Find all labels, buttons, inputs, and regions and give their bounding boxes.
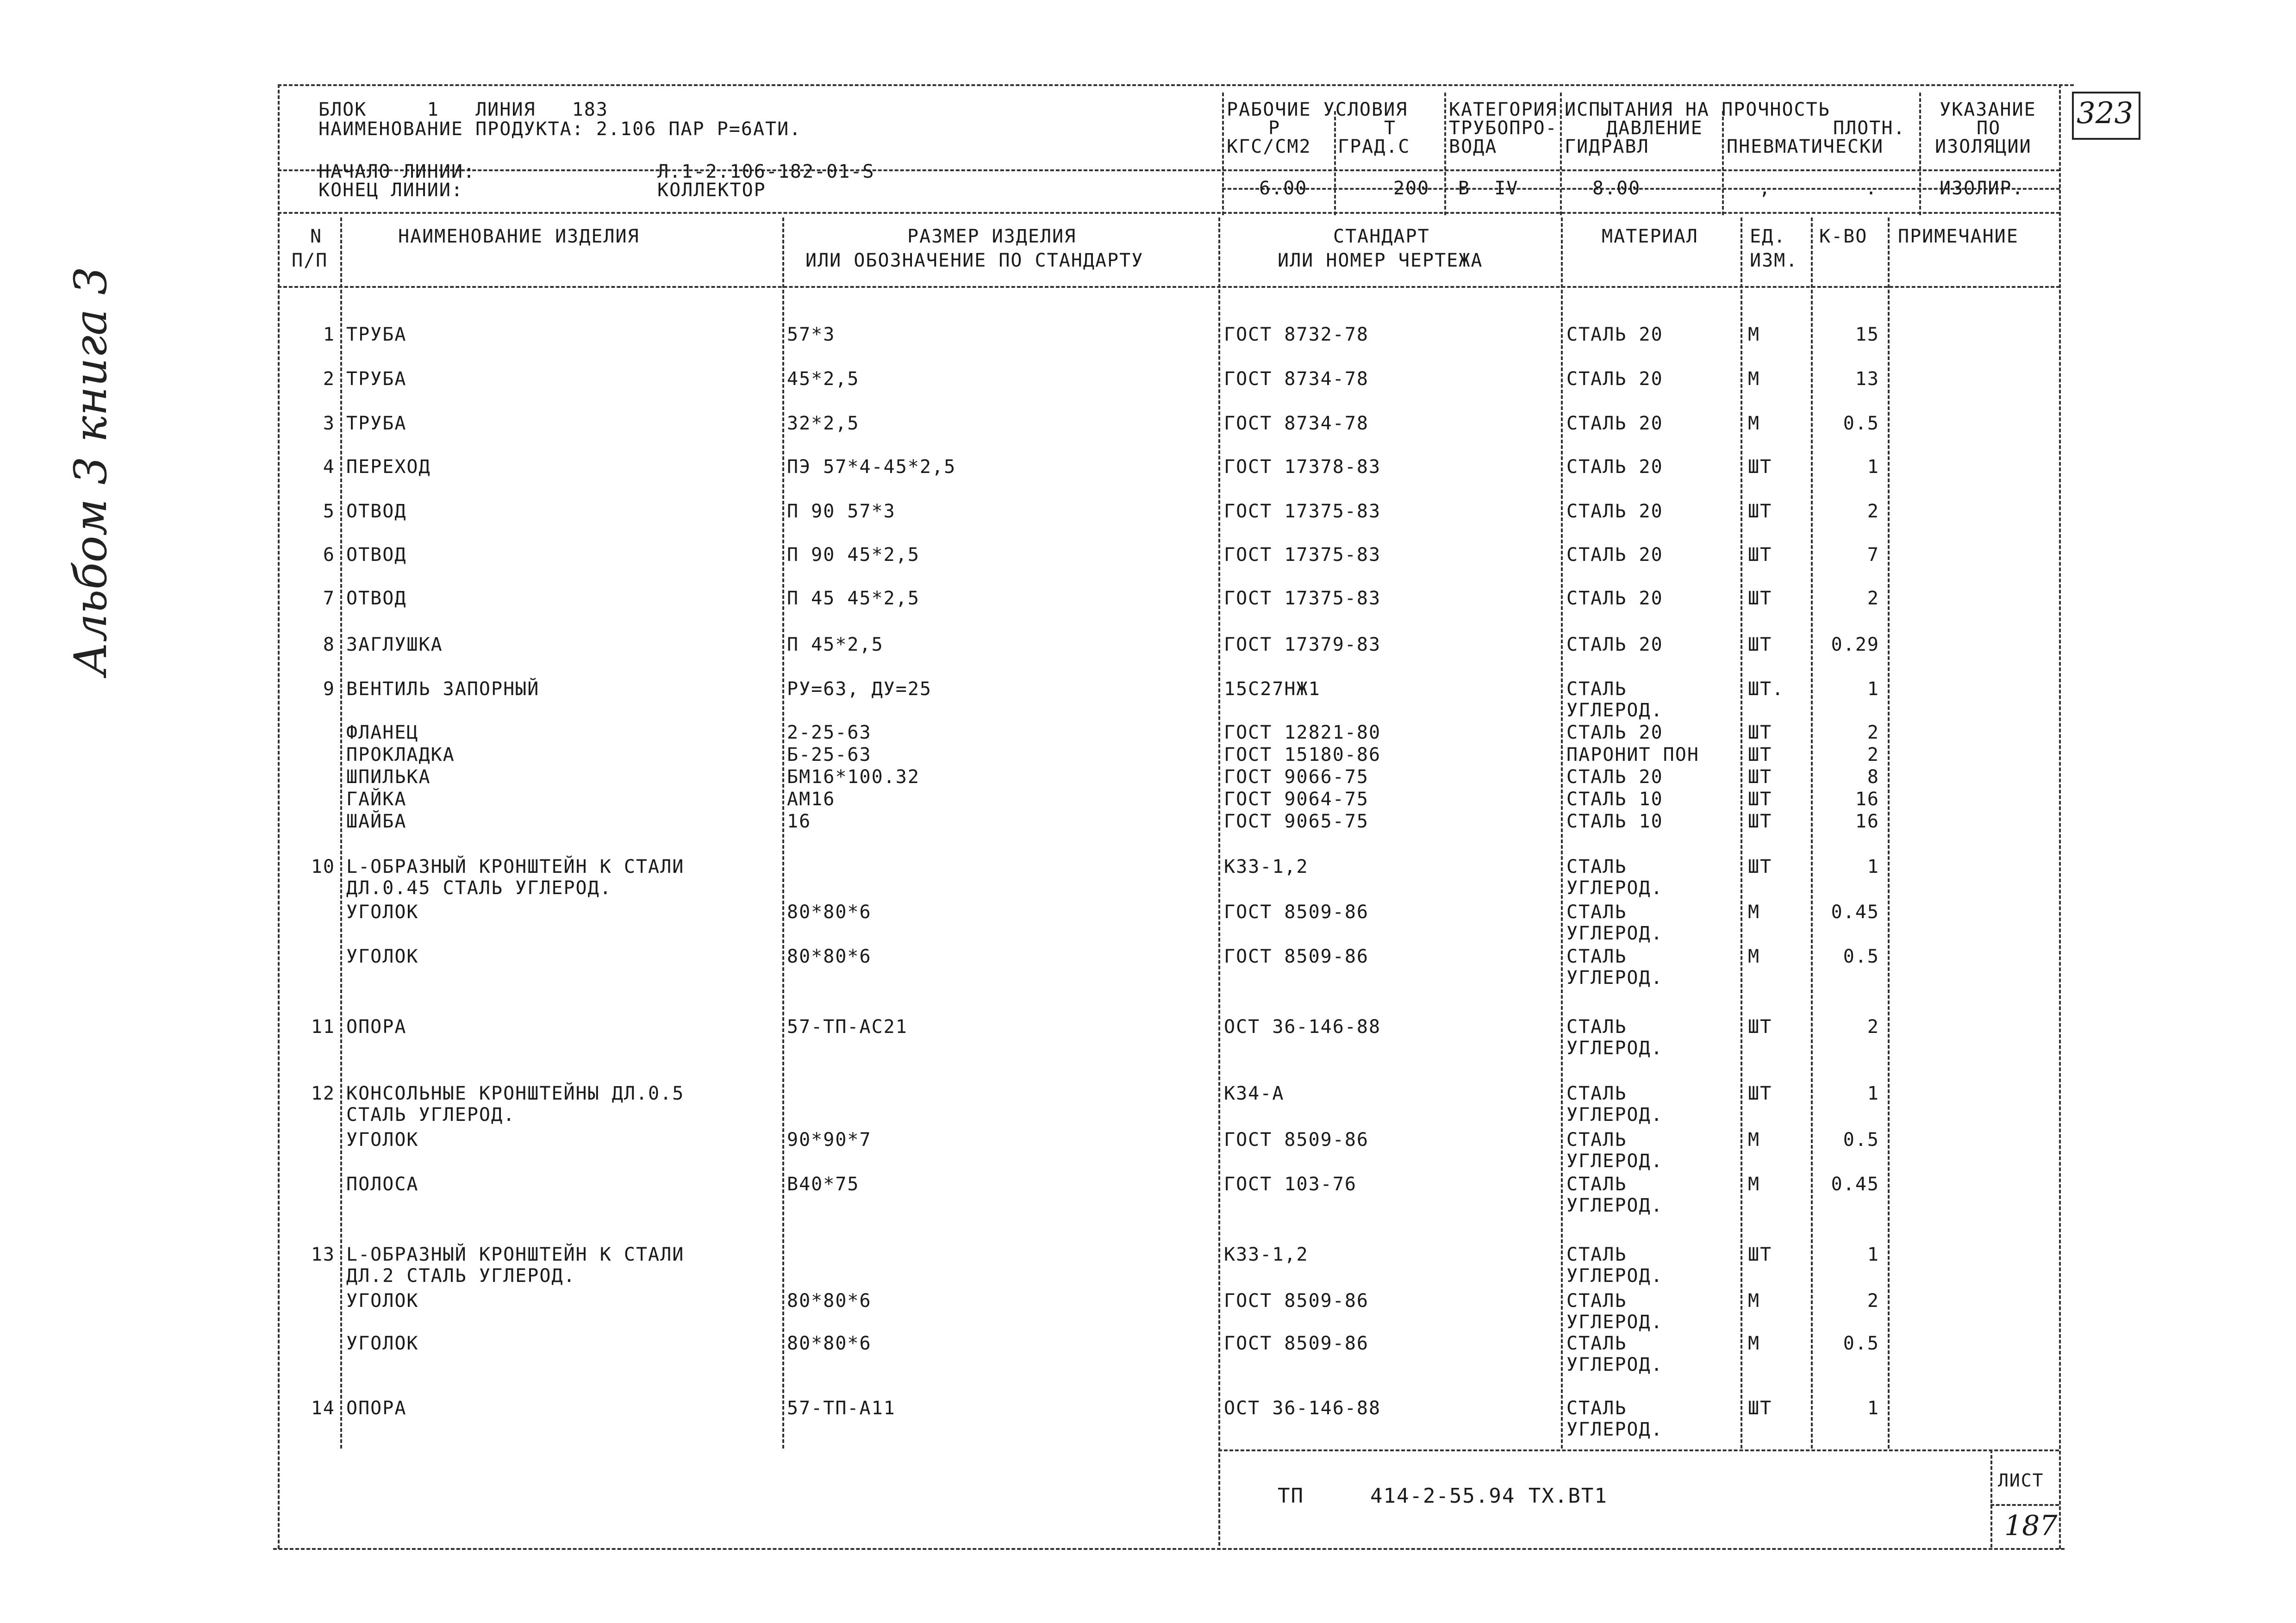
row-qty: 15 <box>1855 324 1879 345</box>
header-end-label: КОНЕЦ ЛИНИИ: <box>318 180 463 201</box>
row-name: УГОЛОК <box>346 1290 419 1312</box>
row-name: ГАЙКА <box>346 789 407 810</box>
row-material: СТАЛЬ <box>1566 1244 1627 1265</box>
footer-sheet-v <box>1990 1449 1992 1548</box>
header-divider-1 <box>278 169 2060 171</box>
row-unit: ШТ <box>1748 1083 1772 1104</box>
row-standard: ГОСТ 17375-83 <box>1224 588 1381 609</box>
row-standard: ГОСТ 9065-75 <box>1224 811 1369 832</box>
row-qty: 2 <box>1867 744 1879 765</box>
row-material-cont: УГЛЕРОД. <box>1566 1038 1663 1059</box>
row-material-cont: УГЛЕРОД. <box>1566 923 1663 944</box>
footer-sheet-h <box>1990 1504 2059 1506</box>
row-name: L-ОБРАЗНЫЙ КРОНШТЕЙН К СТАЛИ <box>346 1244 685 1265</box>
row-standard: ГОСТ 8509-86 <box>1224 902 1369 923</box>
row-unit: ШТ <box>1748 744 1772 765</box>
row-unit: ШТ <box>1748 544 1772 566</box>
row-qty: 0.45 <box>1831 1174 1879 1195</box>
cv-note <box>1888 218 1890 1449</box>
row-number: 9 <box>323 678 335 700</box>
work-conditions: РАБОЧИЕ УСЛОВИЯ <box>1227 99 1408 120</box>
frame-right <box>2059 84 2061 1549</box>
row-qty: 16 <box>1855 789 1879 810</box>
cv-unit <box>1741 218 1742 1449</box>
row-material: СТАЛЬ 20 <box>1566 544 1663 566</box>
row-number: 12 <box>311 1083 335 1104</box>
col-size-l1: РАЗМЕР ИЗДЕЛИЯ <box>907 226 1077 247</box>
row-size: 2-25-63 <box>787 722 872 743</box>
hv-4 <box>1560 93 1562 215</box>
row-name: ВЕНТИЛЬ ЗАПОРНЫЙ <box>346 678 540 700</box>
cv-size <box>782 218 784 1449</box>
footer-tp: ТП <box>1278 1484 1304 1508</box>
row-qty: 0.5 <box>1843 1129 1879 1150</box>
row-name-cont: ДЛ.2 СТАЛЬ УГЛЕРОД. <box>346 1265 576 1287</box>
row-name: УГОЛОК <box>346 1333 419 1354</box>
row-material: СТАЛЬ 20 <box>1566 722 1663 743</box>
header-divider-2 <box>278 212 2060 214</box>
row-number: 1 <box>323 324 335 345</box>
col-qty: К-ВО <box>1819 226 1868 247</box>
row-name-cont: СТАЛЬ УГЛЕРОД. <box>346 1104 516 1126</box>
row-qty: 0.29 <box>1831 634 1879 655</box>
row-size: БМ16*100.32 <box>787 766 920 788</box>
row-material: СТАЛЬ 20 <box>1566 413 1663 434</box>
row-qty: 0.5 <box>1843 1333 1879 1354</box>
row-material: СТАЛЬ 10 <box>1566 811 1663 832</box>
test-l1: ИСПЫТАНИЯ НА ПРОЧНОСТЬ <box>1565 99 1830 120</box>
row-name: ПОЛОСА <box>346 1174 419 1195</box>
row-unit: М <box>1748 413 1760 434</box>
row-material: СТАЛЬ <box>1566 902 1627 923</box>
row-unit: М <box>1748 1129 1760 1150</box>
col-name: НАИМЕНОВАНИЕ ИЗДЕЛИЯ <box>398 226 640 247</box>
row-size: П 90 45*2,5 <box>787 544 920 566</box>
row-name: УГОЛОК <box>346 1129 419 1150</box>
row-size: 80*80*6 <box>787 946 872 967</box>
row-qty: 1 <box>1867 1398 1879 1419</box>
row-qty: 7 <box>1867 544 1879 566</box>
header-start-label: НАЧАЛО ЛИНИИ: <box>318 161 476 182</box>
col-std-l2: ИЛИ НОМЕР ЧЕРТЕЖА <box>1278 250 1483 271</box>
row-name: L-ОБРАЗНЫЙ КРОНШТЕЙН К СТАЛИ <box>346 856 685 877</box>
row-qty: 2 <box>1867 588 1879 609</box>
row-material: СТАЛЬ 20 <box>1566 456 1663 478</box>
t-unit: ГРАД.С <box>1338 136 1410 157</box>
test-hydr: ГИДРАВЛ <box>1565 136 1649 157</box>
row-unit: ШТ. <box>1748 678 1784 700</box>
hv-1 <box>1222 93 1224 215</box>
row-qty: 0.5 <box>1843 413 1879 434</box>
row-material: СТАЛЬ <box>1566 1174 1627 1195</box>
row-number: 10 <box>311 856 335 877</box>
row-material: СТАЛЬ <box>1566 678 1627 700</box>
row-size: П 90 57*3 <box>787 501 896 522</box>
row-material: ПАРОНИТ ПОН <box>1566 744 1699 765</box>
row-material-cont: УГЛЕРОД. <box>1566 877 1663 899</box>
row-name: ЗАГЛУШКА <box>346 634 443 655</box>
row-material: СТАЛЬ 20 <box>1566 766 1663 788</box>
insul-value: ИЗОЛИР. <box>1940 178 2024 199</box>
row-number: 4 <box>323 456 335 478</box>
test-blank2: . <box>1866 178 1878 199</box>
row-name: ШАЙБА <box>346 811 407 832</box>
row-standard: К33-1,2 <box>1224 1244 1309 1265</box>
row-unit: ШТ <box>1748 811 1772 832</box>
footer-code: 414-2-55.94 ТХ.ВТ1 <box>1370 1484 1608 1508</box>
col-num-l1: N <box>310 226 323 247</box>
row-standard: ГОСТ 8734-78 <box>1224 413 1369 434</box>
row-qty: 16 <box>1855 811 1879 832</box>
row-material: СТАЛЬ 20 <box>1566 501 1663 522</box>
category-value: В IV <box>1458 178 1519 199</box>
row-material-cont: УГЛЕРОД. <box>1566 1104 1663 1126</box>
row-name: ОПОРА <box>346 1398 407 1419</box>
row-material: СТАЛЬ 20 <box>1566 588 1663 609</box>
row-standard: ГОСТ 12821-80 <box>1224 722 1381 743</box>
row-unit: М <box>1748 1333 1760 1354</box>
row-name: ФЛАНЕЦ <box>346 722 419 743</box>
frame-bottom <box>273 1548 2065 1550</box>
row-unit: ШТ <box>1748 501 1772 522</box>
row-number: 6 <box>323 544 335 566</box>
row-material-cont: УГЛЕРОД. <box>1566 967 1663 989</box>
col-size-l2: ИЛИ ОБОЗНАЧЕНИЕ ПО СТАНДАРТУ <box>805 250 1144 271</box>
cv-qty <box>1811 218 1813 1449</box>
row-size: РУ=63, ДУ=25 <box>787 678 932 700</box>
cv-mat <box>1561 218 1563 1449</box>
row-standard: ГОСТ 8509-86 <box>1224 1129 1369 1150</box>
row-material: СТАЛЬ 20 <box>1566 368 1663 390</box>
row-size: 80*80*6 <box>787 1333 872 1354</box>
row-material-cont: УГЛЕРОД. <box>1566 1419 1663 1440</box>
t-label: Т <box>1384 118 1397 139</box>
footer-sheet-value: 187 <box>2004 1510 2058 1542</box>
col-unit-l1: ЕД. <box>1750 226 1786 247</box>
row-name: ТРУБА <box>346 413 407 434</box>
row-material: СТАЛЬ <box>1566 1398 1627 1419</box>
row-material: СТАЛЬ 20 <box>1566 324 1663 345</box>
p-value: 6.00 <box>1259 178 1308 199</box>
hv-3 <box>1444 93 1446 215</box>
row-material-cont: УГЛЕРОД. <box>1566 1265 1663 1287</box>
row-size: 32*2,5 <box>787 413 860 434</box>
row-unit: ШТ <box>1748 856 1772 877</box>
row-standard: К34-А <box>1224 1083 1285 1104</box>
row-size: 45*2,5 <box>787 368 860 390</box>
row-number: 2 <box>323 368 335 390</box>
row-standard: ГОСТ 17379-83 <box>1224 634 1381 655</box>
row-standard: 15С27НЖ1 <box>1224 678 1321 700</box>
row-number: 3 <box>323 413 335 434</box>
hv-6 <box>1919 93 1921 215</box>
row-material: СТАЛЬ <box>1566 1083 1627 1104</box>
row-material: СТАЛЬ 20 <box>1566 634 1663 655</box>
row-name: ОТВОД <box>346 501 407 522</box>
row-unit: ШТ <box>1748 722 1772 743</box>
row-material-cont: УГЛЕРОД. <box>1566 1354 1663 1375</box>
row-qty: 1 <box>1867 678 1879 700</box>
row-size: 80*80*6 <box>787 902 872 923</box>
row-standard: ГОСТ 17375-83 <box>1224 544 1381 566</box>
frame-left <box>278 84 280 1549</box>
row-size: ПЭ 57*4-45*2,5 <box>787 456 956 478</box>
row-standard: ГОСТ 8509-86 <box>1224 1290 1369 1312</box>
row-qty: 1 <box>1867 456 1879 478</box>
row-standard: ОСТ 36-146-88 <box>1224 1398 1381 1419</box>
header-block-line: БЛОК 1 ЛИНИЯ 183 <box>318 99 608 120</box>
row-size: 80*80*6 <box>787 1290 872 1312</box>
col-material: МАТЕРИАЛ <box>1602 226 1698 247</box>
test-pneum: ПНЕВМАТИЧЕСКИ <box>1727 136 1884 157</box>
row-name: ОТВОД <box>346 588 407 609</box>
p-unit: КГС/СМ2 <box>1227 136 1311 157</box>
row-unit: М <box>1748 324 1760 345</box>
footer-top <box>1218 1449 2059 1451</box>
row-number: 7 <box>323 588 335 609</box>
row-unit: М <box>1748 946 1760 967</box>
row-name: УГОЛОК <box>346 946 419 967</box>
row-qty: 2 <box>1867 722 1879 743</box>
row-unit: ШТ <box>1748 634 1772 655</box>
row-standard: ГОСТ 8509-86 <box>1224 1333 1369 1354</box>
row-unit: ШТ <box>1748 1016 1772 1038</box>
row-standard: ГОСТ 17378-83 <box>1224 456 1381 478</box>
row-size: АМ16 <box>787 789 836 810</box>
frame-top <box>278 84 2074 86</box>
row-name: ОТВОД <box>346 544 407 566</box>
t-value: 200 <box>1393 178 1430 199</box>
cv-num <box>340 218 342 1449</box>
row-standard: ОСТ 36-146-88 <box>1224 1016 1381 1038</box>
row-standard: ГОСТ 17375-83 <box>1224 501 1381 522</box>
row-name: УГОЛОК <box>346 902 419 923</box>
row-material-cont: УГЛЕРОД. <box>1566 1195 1663 1216</box>
test-l2: ДАВЛЕНИЕ <box>1606 118 1703 139</box>
header-end-value: КОЛЛЕКТОР <box>657 180 766 201</box>
category-l2: ТРУБОПРО- <box>1449 118 1558 139</box>
cv-std <box>1218 218 1220 1546</box>
row-material: СТАЛЬ <box>1566 856 1627 877</box>
row-qty: 0.45 <box>1831 902 1879 923</box>
row-qty: 2 <box>1867 1016 1879 1038</box>
row-standard: ГОСТ 9064-75 <box>1224 789 1369 810</box>
row-qty: 1 <box>1867 1244 1879 1265</box>
row-size: 57*3 <box>787 324 836 345</box>
row-standard: К33-1,2 <box>1224 856 1309 877</box>
row-unit: ШТ <box>1748 1398 1772 1419</box>
row-unit: М <box>1748 368 1760 390</box>
row-name: ОПОРА <box>346 1016 407 1038</box>
row-name-cont: ДЛ.0.45 СТАЛЬ УГЛЕРОД. <box>346 877 612 899</box>
insul-l1: УКАЗАНИЕ <box>1940 99 2036 120</box>
hv-5 <box>1722 111 1724 215</box>
row-name: КОНСОЛЬНЫЕ КРОНШТЕЙНЫ ДЛ.0.5 <box>346 1083 685 1104</box>
row-standard: ГОСТ 8509-86 <box>1224 946 1369 967</box>
row-material-cont: УГЛЕРОД. <box>1566 1150 1663 1172</box>
row-unit: ШТ <box>1748 1244 1772 1265</box>
col-std-l1: СТАНДАРТ <box>1333 226 1430 247</box>
test-value: 8.00 <box>1592 178 1641 199</box>
category-l1: КАТЕГОРИЯ <box>1449 99 1558 120</box>
row-material: СТАЛЬ <box>1566 1333 1627 1354</box>
row-name: ТРУБА <box>346 324 407 345</box>
p-label: Р <box>1268 118 1281 139</box>
row-standard: ГОСТ 8732-78 <box>1224 324 1369 345</box>
row-size: Б-25-63 <box>787 744 872 765</box>
header-product: НАИМЕНОВАНИЕ ПРОДУКТА: 2.106 ПАР Р=6АТИ. <box>318 118 802 140</box>
margin-note: Альбом 3 книга 3 <box>65 267 117 676</box>
insul-l3: ИЗОЛЯЦИИ <box>1935 136 2032 157</box>
row-material: СТАЛЬ <box>1566 1129 1627 1150</box>
row-size: 57-ТП-АС21 <box>787 1016 908 1038</box>
row-standard: ГОСТ 15180-86 <box>1224 744 1381 765</box>
row-size: 57-ТП-А11 <box>787 1398 896 1419</box>
row-standard: ГОСТ 103-76 <box>1224 1174 1357 1195</box>
colhead-divider <box>278 286 2060 288</box>
row-qty: 2 <box>1867 501 1879 522</box>
row-unit: ШТ <box>1748 588 1772 609</box>
row-number: 11 <box>311 1016 335 1038</box>
row-size: П 45 45*2,5 <box>787 588 920 609</box>
row-unit: М <box>1748 1290 1760 1312</box>
row-unit: ШТ <box>1748 766 1772 788</box>
col-note: ПРИМЕЧАНИЕ <box>1898 226 2019 247</box>
row-standard: ГОСТ 9066-75 <box>1224 766 1369 788</box>
col-num-l2: П/П <box>292 250 328 271</box>
row-material-cont: УГЛЕРОД. <box>1566 700 1663 721</box>
hv-2 <box>1334 111 1336 215</box>
corner-page: 323 <box>2077 96 2134 131</box>
row-material: СТАЛЬ <box>1566 1290 1627 1312</box>
row-material-cont: УГЛЕРОД. <box>1566 1312 1663 1333</box>
header-start-value: Л.1-2.106-182-01-S <box>657 161 875 182</box>
header-right-divider <box>1222 188 2060 190</box>
row-material: СТАЛЬ <box>1566 946 1627 967</box>
row-number: 5 <box>323 501 335 522</box>
row-name: ПРОКЛАДКА <box>346 744 455 765</box>
row-material: СТАЛЬ <box>1566 1016 1627 1038</box>
row-qty: 1 <box>1867 856 1879 877</box>
footer-sheet-label: ЛИСТ <box>1998 1470 2044 1491</box>
row-unit: М <box>1748 1174 1760 1195</box>
row-qty: 13 <box>1855 368 1879 390</box>
row-qty: 2 <box>1867 1290 1879 1312</box>
row-name: ТРУБА <box>346 368 407 390</box>
col-unit-l2: ИЗМ. <box>1750 250 1798 271</box>
row-material: СТАЛЬ 10 <box>1566 789 1663 810</box>
row-name: ШПИЛЬКА <box>346 766 431 788</box>
row-number: 8 <box>323 634 335 655</box>
row-unit: ШТ <box>1748 456 1772 478</box>
row-qty: 1 <box>1867 1083 1879 1104</box>
row-name: ПЕРЕХОД <box>346 456 431 478</box>
row-standard: ГОСТ 8734-78 <box>1224 368 1369 390</box>
insul-l2: ПО <box>1977 118 2001 139</box>
row-number: 13 <box>311 1244 335 1265</box>
row-size: П 45*2,5 <box>787 634 884 655</box>
row-qty: 0.5 <box>1843 946 1879 967</box>
row-size: 16 <box>787 811 811 832</box>
row-unit: ШТ <box>1748 789 1772 810</box>
row-number: 14 <box>311 1398 335 1419</box>
test-l3: ПЛОТН. <box>1833 118 1906 139</box>
category-l3: ВОДА <box>1449 136 1497 157</box>
row-size: 90*90*7 <box>787 1129 872 1150</box>
row-unit: М <box>1748 902 1760 923</box>
row-qty: 8 <box>1867 766 1879 788</box>
row-size: В40*75 <box>787 1174 860 1195</box>
test-blank1: , <box>1759 178 1772 199</box>
